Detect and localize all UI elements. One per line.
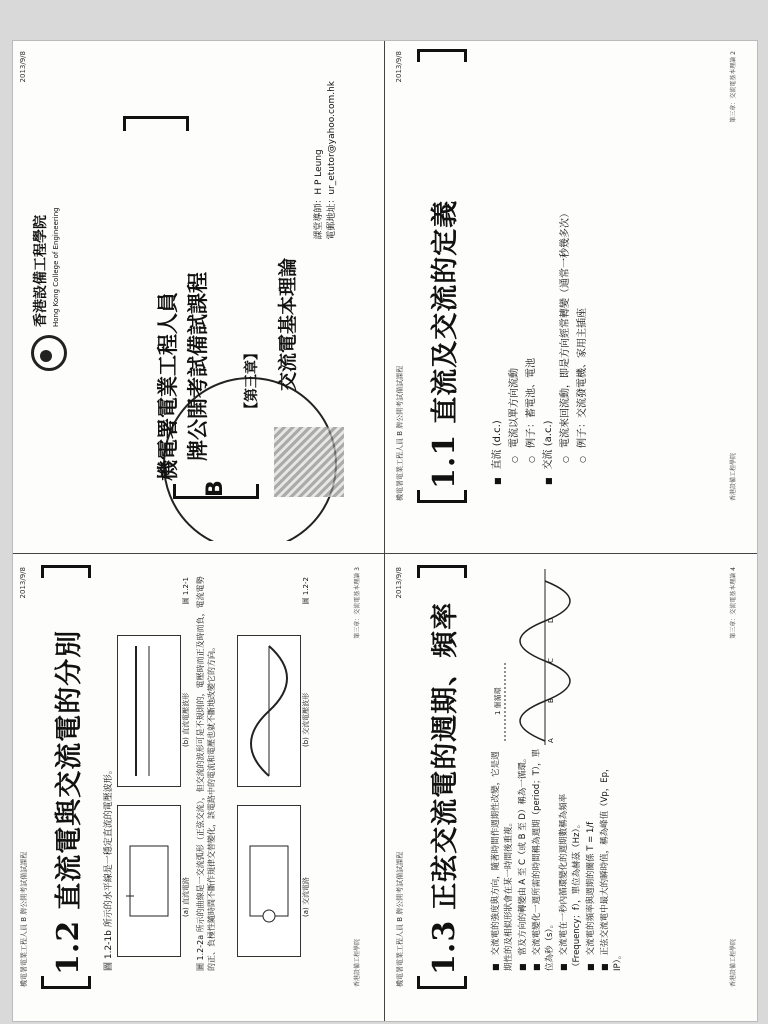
dc-waveform-icon [118,636,180,786]
section-number: 1.2 [51,919,86,975]
bullet-item: ○ 例子：交流發電機、家用主插座 [574,57,591,485]
slide-date: 2013/9/8 [395,51,403,83]
bullet-item: ■ 正弦交流電中最大的瞬時值，稱為峰值（Vp，Ep，IP）。 [598,747,625,971]
footer-college: 香港設備工程學院 [354,938,361,987]
cover-chapter: 【第三章】 [244,346,260,416]
slide-date: 2013/9/8 [395,567,403,599]
vertical-divider [384,41,385,1021]
bullet-item: ■ 交流電的頻率與週期的關係 T = 1/f [584,747,598,971]
slide-date: 2013/9/8 [19,51,27,83]
footer-college: 香港設備工程學院 [730,938,737,987]
page-number: 2 [730,51,737,55]
ac-waveform-icon [238,636,300,786]
bullet-item: ○ 電流以單方向流動 [506,57,523,485]
cover-info [313,81,339,240]
slide-date: 2013/9/8 [19,567,27,599]
slide-difference [13,557,373,1017]
licence-grade: B [203,480,228,497]
bullet-item: ■ 直流 (d.c.) [489,57,506,485]
page-number: 3 [354,567,361,571]
section-title: 直流及交流的定義 [430,199,461,424]
wave-label-b: B [547,698,555,703]
slide-course: 機電署電業工程人員 B 牌公開考試備試課程 [396,851,404,987]
sine-wave-icon [485,569,595,745]
footer-chapter: 第三章：交流電基本理論 [730,56,737,123]
wave-label-a: A [547,738,555,743]
bracket-left [41,976,91,989]
bullet-item: ■ 交流電在一秒內循環變化的週期數稱為頻率（Frequency；f），單位為赫茲（Hz）。 [557,747,584,971]
slide-title [423,200,462,489]
bullet-item: ○ 電流來回流動，即是方向經常轉變（通常一秒幾多次） [557,57,574,485]
footer-chapter: 第三章：交流電基本理論 [730,572,737,639]
college-name-en: Hong Kong College of Engineering [52,207,60,327]
caption-ac-circuit: (a) 交流電路 [302,877,310,917]
sine-wave-figure [485,569,595,745]
bullet-list [489,747,625,971]
footer-chapter: 第三章：交流電基本理論 [354,572,361,639]
cover-subtitle: 交流電基本理論 [277,257,299,391]
cover-title [153,272,213,481]
bullet-list [489,57,591,485]
dc-circuit-icon [118,806,180,956]
horizontal-divider [13,553,757,554]
caption-dc-wave: (b) 直流電壓波形 [182,692,190,747]
email: 電郵地址：ur_etutor@yahoo.com.hk [327,81,337,240]
footer-college: 香港設備工程學院 [730,452,737,501]
dc-circuit-figure [117,805,181,957]
section-title: 直流電與交流電的分別 [54,629,85,910]
bullet-item: ■ 交流電的強度與方向，隨著時間作週期性改變，它是週期性的及相似形狀會在某一時間後重複。 [489,747,516,971]
tower-image [274,427,344,497]
caption-ac-wave: (b) 交流電壓波形 [302,692,310,747]
section-number: 1.3 [427,919,462,975]
dc-waveform-figure [117,635,181,787]
figure-1-label: 圖 1.2-1 [182,577,190,605]
lecturer: 課堂導師：H P Leung [314,149,324,240]
college-logo [31,207,67,371]
wave-label-d: D [547,617,555,623]
cover-title-line1: 機電署電業工程人員 [155,292,180,481]
slide-definition [389,41,749,541]
bullet-item: ■ 當及方向的轉變由 A 至 C（或 B 至 D）稱為一循環。 [516,747,530,971]
wave-label-c: C [547,658,555,663]
bracket-right [417,49,467,62]
paragraph-ac: 圖 1.2-2a 所示的曲線是一交流弧形（正弦交流），但交流的波形可是不規則的，電壓時而正及時而負，電流電勢的正、負極性隨時間不斷作規律交替變化，該電路中的電流和電壓也就不斷地改變它的方向。 [196,576,216,971]
slide-course: 機電署電業工程人員 B 牌公開考試備試課程 [20,851,28,987]
cycle-label: 1 個循環 [494,687,502,715]
ac-waveform-figure [237,635,301,787]
ac-circuit-icon [238,806,300,956]
scanned-handout-page [12,40,758,1022]
ac-circuit-figure [237,805,301,957]
bracket-left [417,976,467,989]
paragraph-dc: 圖 1.2-1b 所示的水平線是一穩定直流的電壓波形。 [104,765,114,971]
bullet-item: ■ 交流電變化一週所需的時間稱為週期（period；T），單位為秒（s）。 [530,747,557,971]
section-title: 正弦交流電的週期、頻率 [430,601,461,910]
bracket-right [41,565,91,578]
caption-dc-circuit: (a) 直流電路 [182,877,190,917]
figure-2-label: 圖 1.2-2 [302,577,310,605]
slide-title [423,602,462,975]
bracket-right [123,116,189,131]
bullet-item: ○ 例子：蓄電池、電池 [523,57,540,485]
college-name-zh: 香港設備工程學院 [33,215,49,327]
section-number: 1.1 [427,433,462,489]
cover-title-line2: 牌公開考試備試課程 [185,272,210,461]
page-number: 4 [730,567,737,571]
bracket-left [417,490,467,503]
slide-period-frequency [389,557,749,1017]
slide-title [47,630,86,975]
bullet-item: ■ 交流 (a.c.) [540,57,557,485]
college-emblem-icon [31,335,67,371]
slide-cover [13,41,373,541]
bracket-right [417,565,467,578]
slide-course: 機電署電業工程人員 B 牌公開考試備試課程 [396,365,404,501]
